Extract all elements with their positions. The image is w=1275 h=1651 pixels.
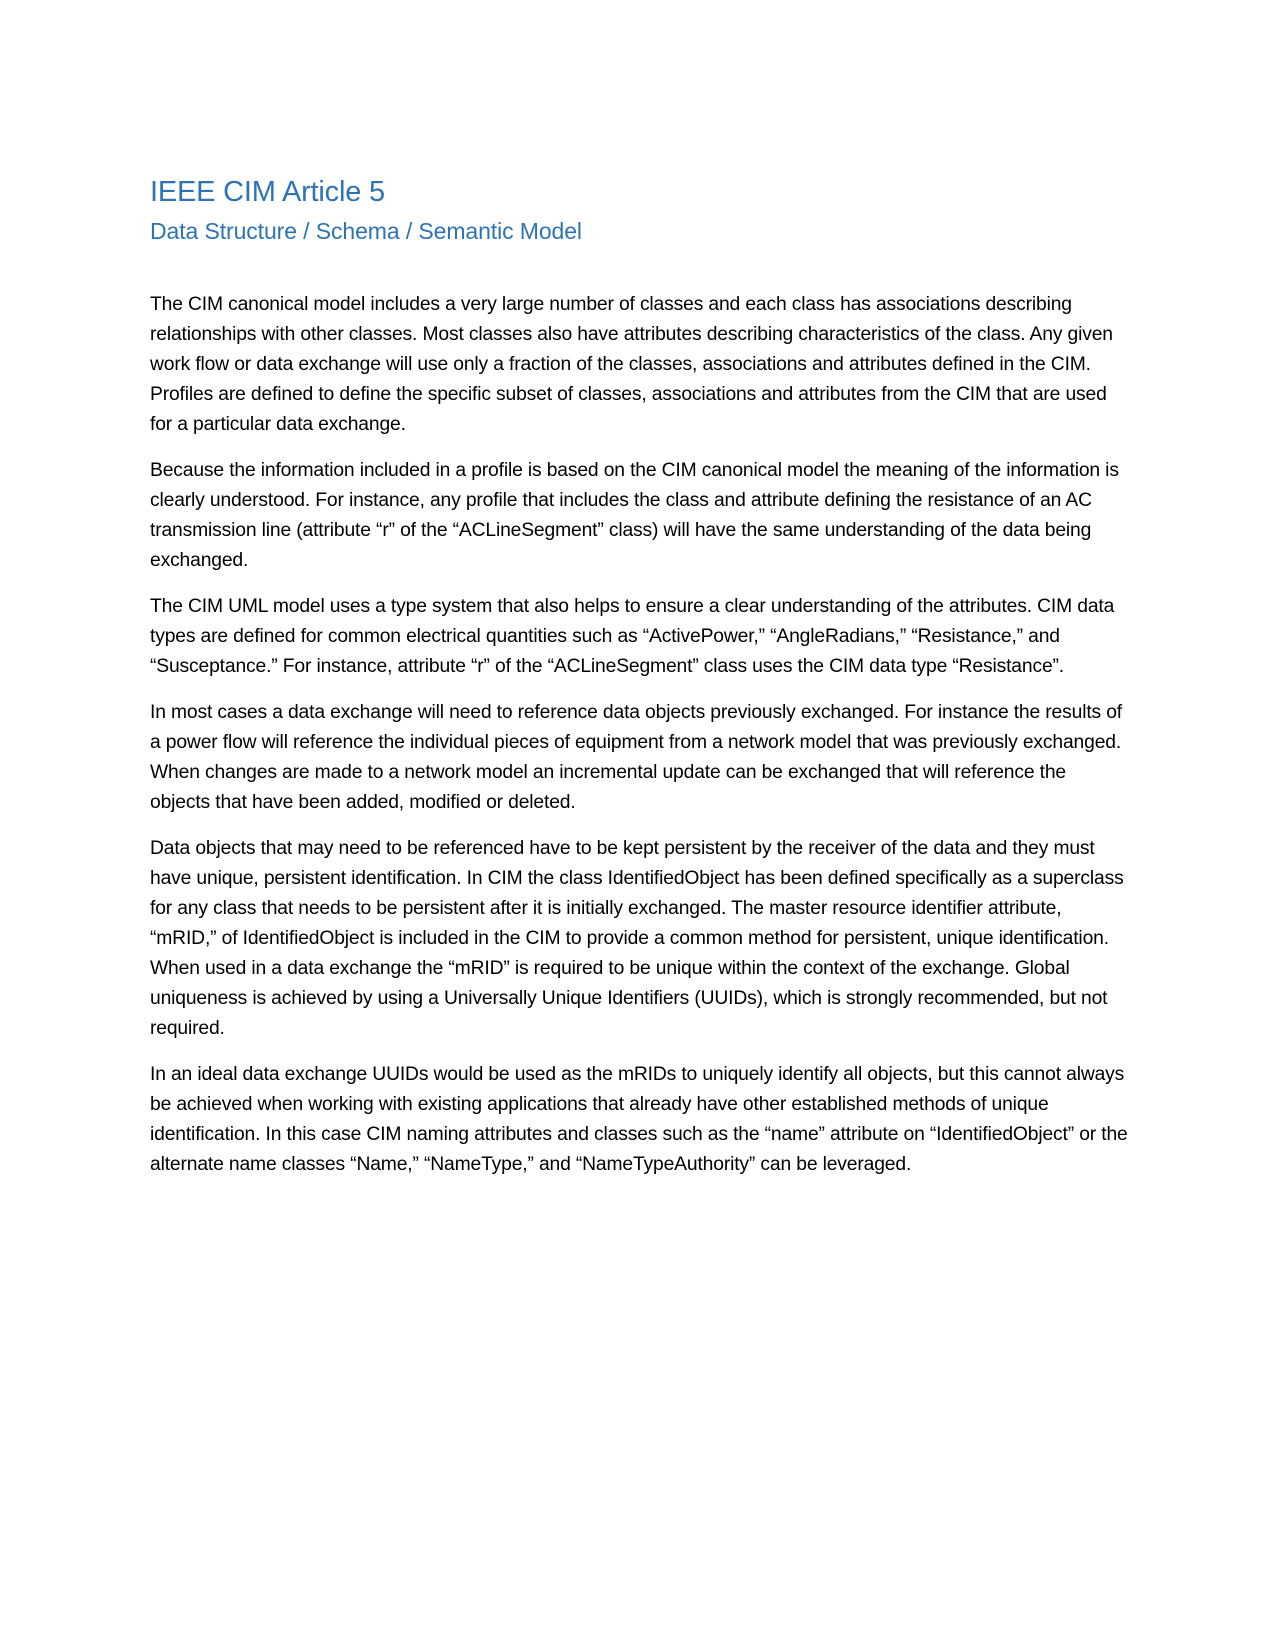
paragraph: The CIM UML model uses a type system that also helps to ensure a clear understanding of the attributes. CIM data types are defined for common electrical quantities such as “ActivePower,” “AngleRadians,” “Resistance,” and “Susceptance.” For instance, attribute “r” of the “ACLineSegment” class uses the CIM data type “Resistance”.: [150, 596, 1115, 677]
document-page: [150, 174, 1130, 1196]
paragraph: In an ideal data exchange UUIDs would be used as the mRIDs to uniquely identify all objects, but this cannot always be achieved when working with existing applications that already have other established methods of unique identification. In this case CIM naming attributes and classes such as the “name” attribute on “IdentifiedObject” or the alternate name classes “Name,” “NameType,” and “NameTypeAuthority” can be leveraged.: [150, 1064, 1128, 1175]
paragraph: In most cases a data exchange will need to reference data objects previously exchanged. For instance the results of a power flow will reference the individual pieces of equipment from a network model that was previously exchanged. When changes are made to a network model an incremental update can be exchanged that will reference the objects that have been added, modified or deleted.: [150, 702, 1123, 813]
paragraph: The CIM canonical model includes a very large number of classes and each class has associations describing relationships with other classes. Most classes also have attributes describing characteristics of the class. Any given work flow or data exchange will use only a fraction of the classes, associations and attributes defined in the CIM. Profiles are defined to define the specific subset of classes, associations and attributes from the CIM that are used for a particular data exchange.: [150, 294, 1113, 435]
document-subtitle: Data Structure / Schema / Semantic Model: [150, 218, 582, 244]
document-title: IEEE CIM Article 5: [150, 176, 385, 208]
paragraph: Data objects that may need to be referenced have to be kept persistent by the receiver of the data and they must have unique, persistent identification. In CIM the class IdentifiedObject has been defined specifically as a superclass for any class that needs to be persistent after it is initially exchanged. The master resource identifier attribute, “mRID,” of IdentifiedObject is included in the CIM to provide a common method for persistent, unique identification. When used in a data exchange the “mRID” is required to be unique within the context of the exchange. Global uniqueness is achieved by using a Universally Unique Identifiers (UUIDs), which is strongly recommended, but not required.: [150, 838, 1124, 1039]
document-body: [150, 290, 1130, 1180]
paragraph: Because the information included in a profile is based on the CIM canonical model the meaning of the information is clearly understood. For instance, any profile that includes the class and attribute defining the resistance of an AC transmission line (attribute “r” of the “ACLineSegment” class) will have the same understanding of the data being exchanged.: [150, 460, 1119, 571]
